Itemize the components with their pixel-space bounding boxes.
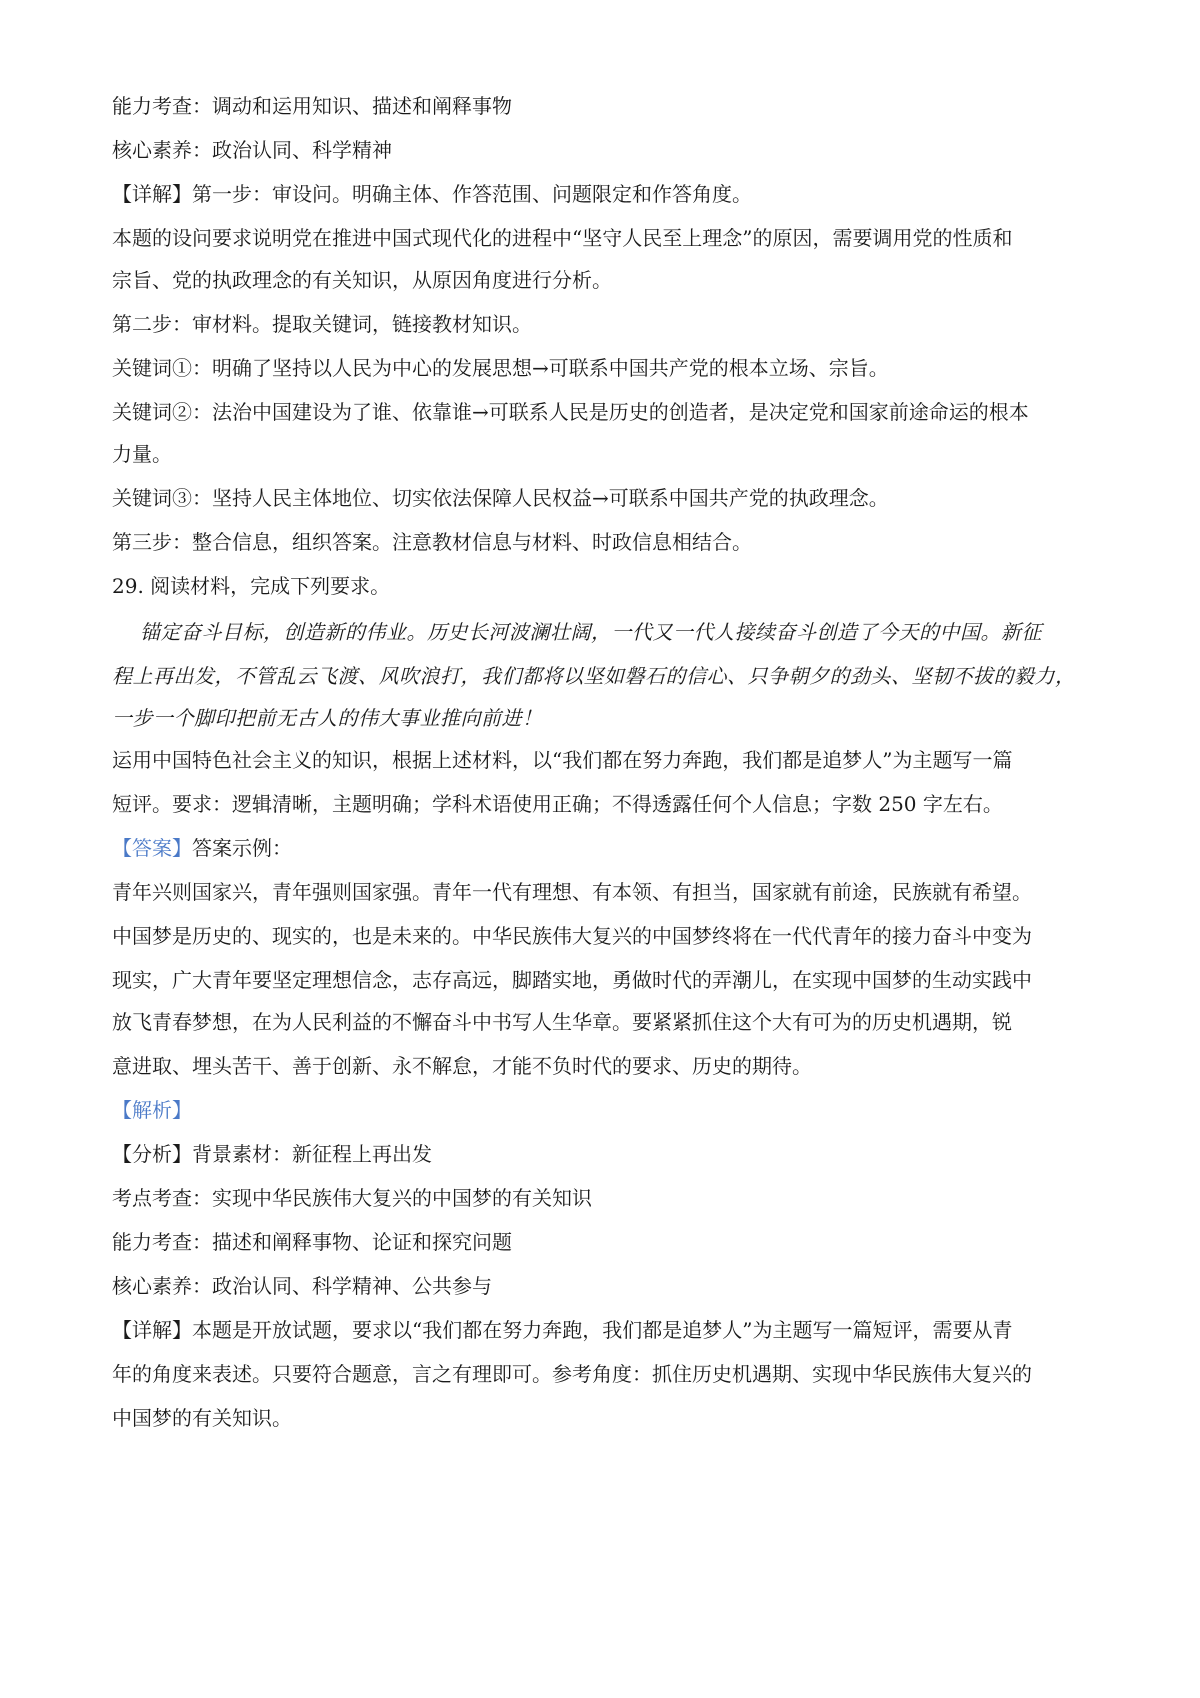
answer-line-5: 意进取、埋头苦干、善于创新、永不解怠，才能不负时代的要求、历史的期待。 [112, 1054, 812, 1078]
detail-text-2: 宗旨、党的执政理念的有关知识，从原因角度进行分析。 [112, 268, 612, 292]
ability-line-1: 能力考查：调动和运用知识、描述和阐释事物 [112, 94, 512, 118]
analysis-detail-1: 【详解】本题是开放试题，要求以“我们都在努力奔跑，我们都是追梦人”为主题写一篇短评，需要从青 [112, 1318, 1013, 1342]
analysis-testpoint: 考点考查：实现中华民族伟大复兴的中国梦的有关知识 [112, 1186, 592, 1210]
answer-line-4: 放飞青春梦想，在为人民利益的不懈奋斗中书写人生华章。要紧紧抓住这个大有可为的历史机遇期，锐 [112, 1010, 1012, 1034]
analysis-background: 【分析】背景素材：新征程上再出发 [112, 1142, 432, 1166]
keyword-3: 关键词③：坚持人民主体地位、切实依法保障人民权益→可联系中国共产党的执政理念。 [112, 486, 889, 510]
analysis-detail-3: 中国梦的有关知识。 [112, 1406, 292, 1430]
answer-line-2: 中国梦是历史的、现实的，也是未来的。中华民族伟大复兴的中国梦终将在一代代青年的接力奋斗中变为 [112, 924, 1032, 948]
analysis-ability: 能力考查：描述和阐释事物、论证和探究问题 [112, 1230, 512, 1254]
question-29: 29. 阅读材料，完成下列要求。 [112, 574, 391, 598]
detail-step1: 【详解】第一步：审设问。明确主体、作答范围、问题限定和作答角度。 [112, 182, 752, 206]
detail-step3: 第三步：整合信息，组织答案。注意教材信息与材料、时政信息相结合。 [112, 530, 752, 554]
analysis-detail-2: 年的角度来表述。只要符合题意，言之有理即可。参考角度：抓住历史机遇期、实现中华民族伟大复兴的 [112, 1362, 1032, 1386]
answer-tag: 【答案】 [112, 836, 192, 860]
material-line-1: 锚定奋斗目标，创造新的伟业。历史长河波澜壮阔，一代又一代人接续奋斗创造了今天的中国。新征 [140, 620, 1042, 644]
literacy-line-1: 核心素养：政治认同、科学精神 [112, 138, 392, 162]
detail-text-1: 本题的设问要求说明党在推进中国式现代化的进程中“坚守人民至上理念”的原因，需要调用党的性质和 [112, 226, 1013, 250]
answer-line-3: 现实，广大青年要坚定理想信念，志存高远，脚踏实地，勇做时代的弄潮儿，在实现中国梦的生动实践中 [112, 968, 1032, 992]
answer-heading [112, 834, 1102, 862]
material-line-3: 一步一个脚印把前无古人的伟大事业推向前进！ [112, 706, 543, 730]
analysis-tag: 【解析】 [112, 1098, 192, 1122]
question-requirement-1: 运用中国特色社会主义的知识，根据上述材料，以“我们都在努力奔跑，我们都是追梦人”为主题写一篇 [112, 748, 1013, 772]
answer-heading-text: 答案示例： [192, 836, 292, 860]
question-requirement-2: 短评。要求：逻辑清晰，主题明确；学科术语使用正确；不得透露任何个人信息；字数 250 字左右。 [112, 792, 1003, 816]
material-line-2: 程上再出发，不管乱云飞渡、风吹浪打，我们都将以坚如磐石的信心、只争朝夕的劲头、坚韧不拔的毅力， [112, 664, 1076, 688]
detail-step2: 第二步：审材料。提取关键词，链接教材知识。 [112, 312, 532, 336]
keyword-1: 关键词①：明确了坚持以人民为中心的发展思想→可联系中国共产党的根本立场、宗旨。 [112, 356, 889, 380]
analysis-literacy: 核心素养：政治认同、科学精神、公共参与 [112, 1274, 492, 1298]
answer-line-1: 青年兴则国家兴，青年强则国家强。青年一代有理想、有本领、有担当，国家就有前途，民族就有希望。 [112, 880, 1032, 904]
keyword-2-cont: 力量。 [112, 442, 172, 466]
keyword-2: 关键词②：法治中国建设为了谁、依靠谁→可联系人民是历史的创造者，是决定党和国家前途命运的根本 [112, 400, 1029, 424]
